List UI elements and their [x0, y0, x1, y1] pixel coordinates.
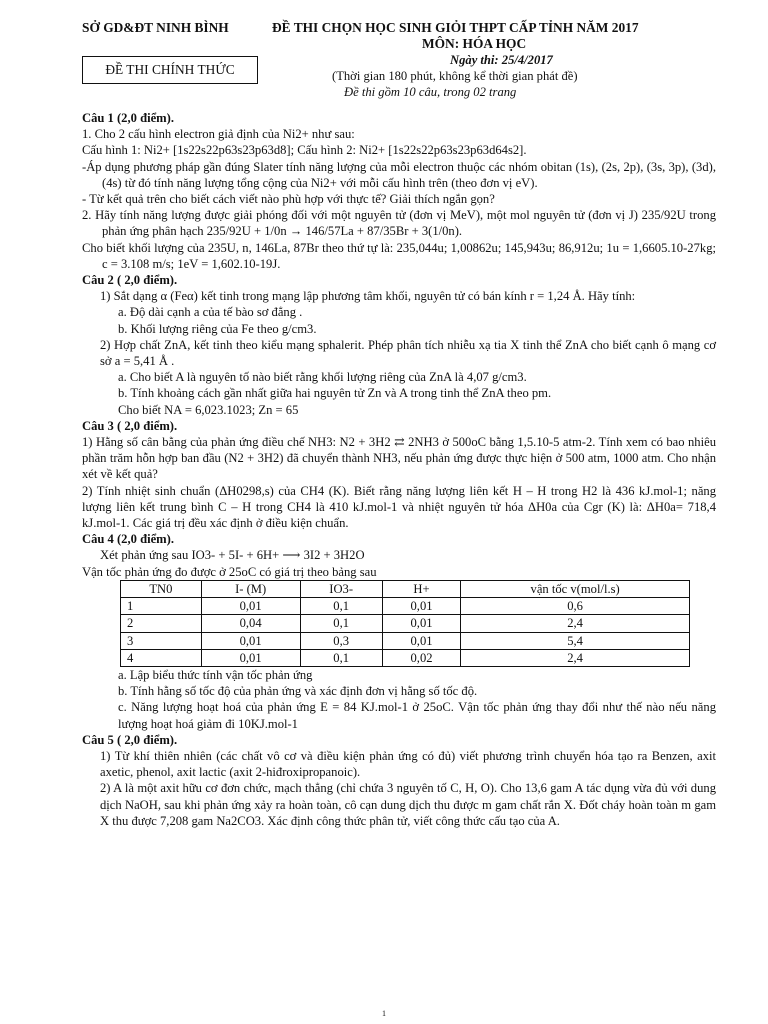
- question-4: [82, 531, 716, 731]
- table-cell: 0,3: [300, 632, 382, 649]
- question-2: [82, 272, 716, 418]
- exam-header: [82, 20, 716, 110]
- rate-table-header-cell: vận tốc v(mol/l.s): [461, 580, 690, 597]
- question-1-configs: Cấu hình 1: Ni2+ [1s22s22p63s23p63d8]; Cấu hình 2: Ni2+ [1s22s22p63s23p63d64s2].: [82, 143, 527, 158]
- table-row: [121, 615, 690, 632]
- question-1-title: Câu 1 (2,0 điểm).: [82, 111, 174, 125]
- exam-title: ĐỀ THI CHỌN HỌC SINH GIỎI THPT CẤP TỈNH NĂM 2017: [272, 20, 639, 35]
- table-cell: 0,1: [300, 598, 382, 615]
- table-cell: 0,1: [300, 649, 382, 666]
- table-row: [121, 649, 690, 666]
- table-cell: 2: [121, 615, 202, 632]
- question-5-part-2: 2) A là một axit hữu cơ đơn chức, mạch thẳng (chỉ chứa 3 nguyên tố C, H, O). Cho 13,6 gam A tác dụng vừa đủ với dung dịch NaOH, sau khi phản ứng xảy ra hoàn toàn, cô cạn dung dịch thu được m gam chất rắn X. Đốt cháy hoàn toàn m gam X thu được 7,208 gam Na2CO3. Xác định công thức phân tử, viết công thức cấu tạo của A.: [100, 781, 716, 828]
- table-cell: 0,01: [201, 649, 300, 666]
- table-cell: 5,4: [461, 632, 690, 649]
- rate-table-header-cell: TN0: [121, 580, 202, 597]
- question-2-part-2a: a. Cho biết A là nguyên tố nào biết rằng khối lượng riêng của ZnA là 4,07 g/cm3.: [118, 370, 527, 385]
- question-2-part-1: 1) Sắt dạng α (Feα) kết tinh trong mạng lập phương tâm khối, nguyên tử có bán kính r = 1,24 Å. Hãy tính:: [100, 289, 636, 304]
- question-3-part-2: 2) Tính nhiệt sinh chuẩn (ΔH0298,s) của CH4 (K). Biết rằng năng lượng liên kết H – H trong H2 là 436 kJ.mol-1; năng lượng liên kết trung bình C – H trong CH4 là 410 kJ.mol-1 và nhiệt nguyên tử hóa ΔH0a của Cgr (K) là: ΔH0a= 718,4 kJ.mol-1. Các giá trị đều xác định ở điều kiện chuẩn.: [82, 483, 716, 531]
- table-cell: 0,01: [382, 632, 460, 649]
- question-2-part-1a: a. Độ dài cạnh a của tế bào sơ đẳng .: [118, 305, 303, 320]
- table-cell: 0,04: [201, 615, 300, 632]
- question-1-masses: Cho biết khối lượng của 235U, n, 146La, 87Br theo thứ tự là: 235,044u; 1,00862u; 145,943u; 86,912u; 1u = 1,6605.10-27kg; c = 3.108 m/s; 1eV = 1,602.10-19J.: [82, 240, 716, 271]
- question-5-part-1: 1) Từ khí thiên nhiên (các chất vô cơ và điều kiện phản ứng có đủ) viết phương trình chuyển hóa tạo ra Benzen, axit axetic, phenol, axit lactic (axit 2-hiđroxipropanoic).: [100, 748, 716, 780]
- department-name: SỞ GD&ĐT NINH BÌNH: [82, 20, 229, 35]
- question-4-title: Câu 4 (2,0 điểm).: [82, 532, 174, 547]
- rate-table-header-cell: H+: [382, 580, 460, 597]
- table-cell: 0,01: [201, 598, 300, 615]
- table-cell: 0,01: [382, 598, 460, 615]
- question-4-reaction: Xét phản ứng sau IO3- + 5I- + 6H+ ⟶ 3I2 + 3H2O: [100, 548, 365, 563]
- question-4-part-a: a. Lập biểu thức tính vận tốc phản ứng: [118, 667, 313, 682]
- rate-table: [120, 580, 690, 667]
- question-2-title: Câu 2 ( 2,0 điểm).: [82, 273, 178, 288]
- table-cell: 0,01: [201, 632, 300, 649]
- rate-table-header-cell: I- (M): [201, 580, 300, 597]
- rate-table-header: [121, 580, 690, 597]
- table-cell: 0,01: [382, 615, 460, 632]
- question-4-part-b: b. Tính hằng số tốc độ của phản ứng và xác định đơn vị hằng số tốc độ.: [118, 684, 478, 699]
- question-3-part-1: 1) Hằng số cân bằng của phản ứng điều chế NH3: N2 + 3H2 ⇄ 2NH3 ở 500oC bằng 1,5.10-5 atm-2. Tính xem có bao nhiêu phần trăm hỗn hợp ban đầu (N2 + 3H2) đã chuyển thành NH3, nếu phản ứng được thực hiện ở 500 atm, 1000 atm. Cho nhận xét về kết quả?: [82, 435, 716, 482]
- official-exam-box: ĐỀ THI CHÍNH THỨC: [82, 56, 258, 84]
- table-cell: 0,02: [382, 649, 460, 666]
- table-row: [121, 598, 690, 615]
- page-number: 1: [382, 1009, 386, 1018]
- table-cell: 0,6: [461, 598, 690, 615]
- question-2-given: Cho biết NA = 6,023.1023; Zn = 65: [118, 402, 299, 417]
- table-cell: 1: [121, 598, 202, 615]
- table-cell: 2,4: [461, 615, 690, 632]
- rate-table-header-cell: IO3-: [300, 580, 382, 597]
- exam-subject: MÔN: HÓA HỌC: [422, 36, 527, 51]
- question-1: [82, 110, 716, 272]
- question-1-which: - Từ kết quả trên cho biết cách viết nào phù hợp với thực tế? Giải thích ngắn gọn?: [82, 192, 495, 207]
- exam-page-count: Đề thi gồm 10 câu, trong 02 trang: [344, 85, 517, 99]
- table-cell: 2,4: [461, 649, 690, 666]
- table-row: [121, 632, 690, 649]
- question-1-energy: 2. Hãy tính năng lượng được giải phóng đối với một nguyên tử (đơn vị MeV), một mol nguyên tử (đơn vị J) 235/92U trong phản ứng phân hạch 235/92U + 1/0n → 146/57La + 87/35Br + 3(1/0n).: [82, 208, 716, 239]
- table-cell: 4: [121, 649, 202, 666]
- question-2-part-2b: b. Tính khoảng cách gần nhất giữa hai nguyên tử Zn và A trong tinh thể ZnA theo pm.: [118, 386, 552, 401]
- question-5-title: Câu 5 ( 2,0 điểm).: [82, 732, 178, 747]
- exam-date: Ngày thi: 25/4/2017: [450, 53, 553, 67]
- exam-time: (Thời gian 180 phút, không kể thời gian phát đề): [332, 69, 578, 83]
- question-1-intro: 1. Cho 2 cấu hình electron giả định của Ni2+ như sau:: [82, 127, 355, 142]
- question-3: [82, 418, 716, 531]
- table-cell: 0,1: [300, 615, 382, 632]
- question-5: [82, 732, 716, 829]
- question-4-measure: Vận tốc phản ứng đo được ở 25oC có giá trị theo bảng sau: [82, 564, 377, 579]
- question-3-title: Câu 3 ( 2,0 điểm).: [82, 418, 178, 433]
- question-1-slater: -Áp dụng phương pháp gần đúng Slater tính năng lượng của mỗi electron thuộc các nhóm obitan (1s), (2s, 2p), (3s, 3p), (3d), (4s) từ đó tính năng lượng tổng cộng của Ni2+ với mỗi cấu hình trên (theo đơn vị eV).: [82, 159, 716, 190]
- question-4-part-c: c. Năng lượng hoạt hoá của phản ứng E = 84 KJ.mol-1 ở 25oC. Vận tốc phản ứng thay đổi như thế nào nếu năng lượng hoạt hoá giảm đi 10KJ.mol-1: [118, 700, 716, 731]
- question-2-part-2: 2) Hợp chất ZnA, kết tinh theo kiểu mạng sphalerit. Phép phân tích nhiễu xạ tia X tinh thể ZnA cho biết cạnh ô mạng cơ sở a = 5,41 Å .: [100, 337, 716, 369]
- table-cell: 3: [121, 632, 202, 649]
- question-2-part-1b: b. Khối lượng riêng của Fe theo g/cm3.: [118, 321, 317, 336]
